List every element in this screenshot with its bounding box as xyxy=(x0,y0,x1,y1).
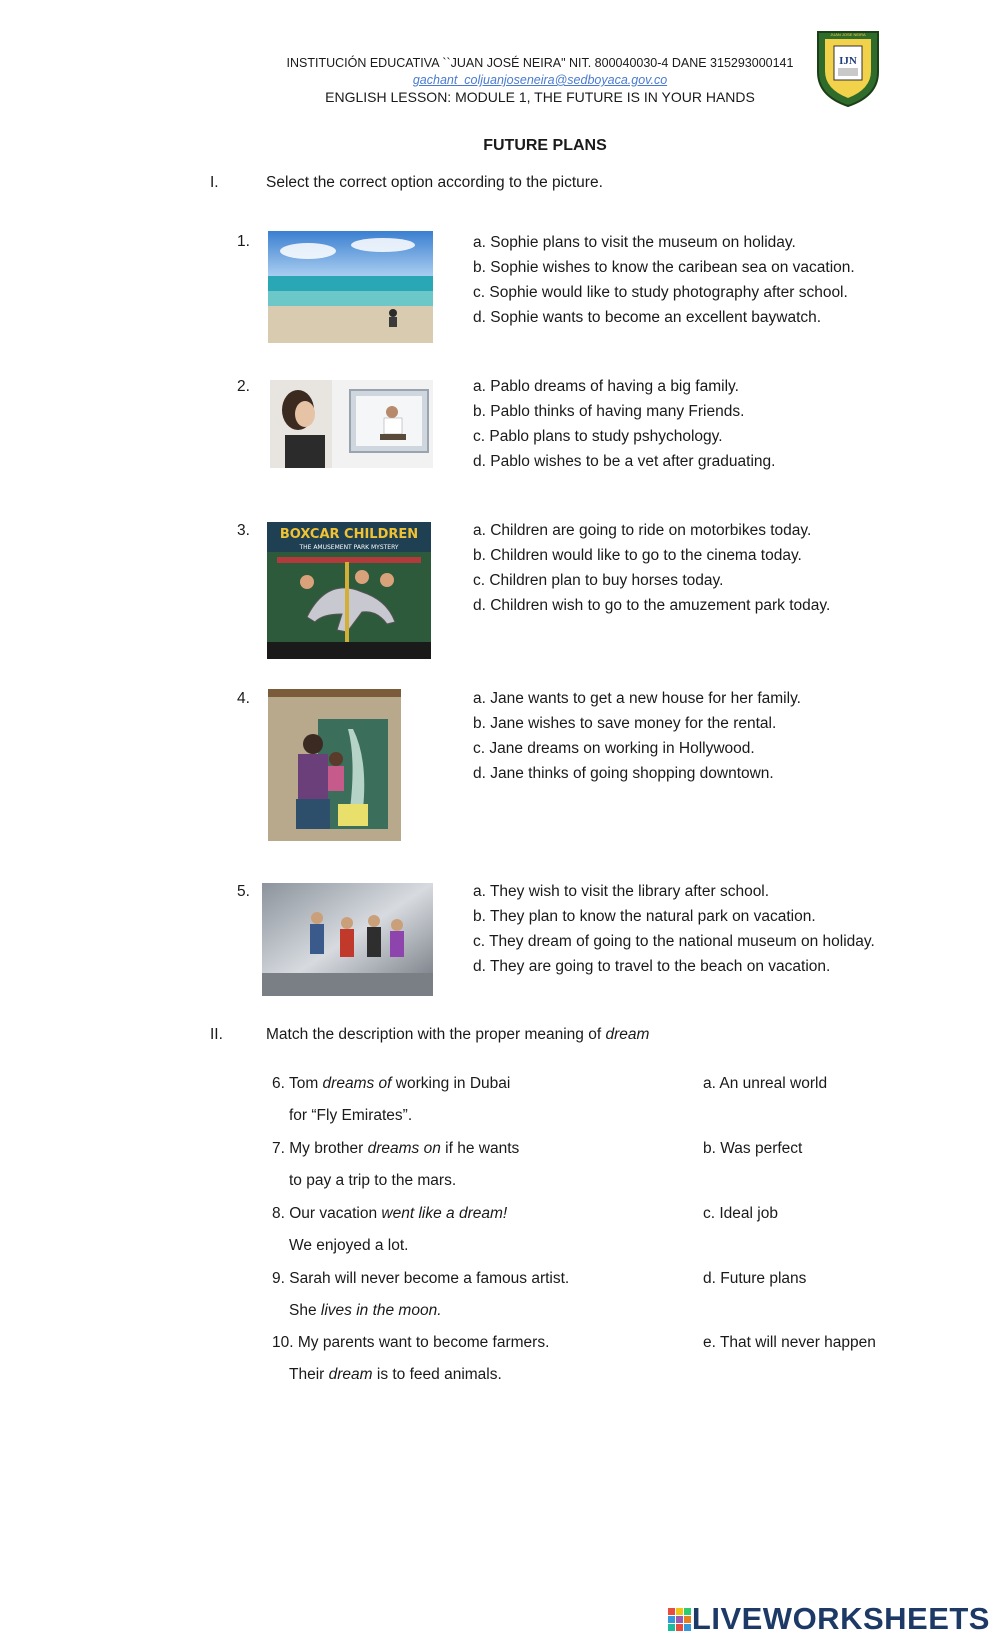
match-item-7-cont: to pay a trip to the mars. xyxy=(289,1172,457,1189)
school-seal-logo xyxy=(812,24,884,108)
question-number: 5. xyxy=(237,883,250,900)
group-sculpture-photo xyxy=(262,883,433,996)
cover-subtitle: THE AMUSEMENT PARK MYSTERY xyxy=(299,544,399,551)
option-text[interactable]: d. Jane thinks of going shopping downtown. xyxy=(473,765,774,782)
option-text[interactable]: a. Jane wants to get a new house for her family. xyxy=(473,690,801,707)
option-text[interactable]: d. Sophie wants to become an excellent baywatch. xyxy=(473,309,822,326)
institution-header: INSTITUCIÓN EDUCATIVA ``JUAN JOSÉ NEIRA" NIT. 800040030-4 DANE 315293000141 xyxy=(286,56,794,70)
option-text[interactable]: c. Sophie would like to study photography after school. xyxy=(473,284,848,301)
option-text[interactable]: a. They wish to visit the library after school. xyxy=(473,883,770,900)
seal-lettering: JUAN JOSE NEIRA xyxy=(830,32,866,37)
option-text[interactable]: c. Children plan to buy horses today. xyxy=(473,572,724,589)
match-item-9: 9. Sarah will never become a famous artist. xyxy=(272,1270,570,1287)
option-text[interactable]: a. Sophie plans to visit the museum on holiday. xyxy=(473,234,796,251)
match-item-6: 6. Tom dreams of working in Dubai xyxy=(272,1075,511,1092)
family-house-photo xyxy=(268,689,401,841)
question-number: 2. xyxy=(237,378,250,395)
option-text[interactable]: c. Pablo plans to study pshychology. xyxy=(473,428,723,445)
section-1-instruction: Select the correct option according to the picture. xyxy=(266,174,603,191)
lesson-heading: ENGLISH LESSON: MODULE 1, THE FUTURE IS IN YOUR HANDS xyxy=(325,89,755,105)
match-item-6-cont: for “Fly Emirates”. xyxy=(289,1107,413,1124)
svg-text:IJN: IJN xyxy=(839,55,857,67)
match-item-8-cont: We enjoyed a lot. xyxy=(289,1237,409,1254)
question-number: 4. xyxy=(237,690,250,707)
match-item-7: 7. My brother dreams on if he wants xyxy=(272,1140,520,1157)
option-text[interactable]: d. Pablo wishes to be a vet after graduating. xyxy=(473,453,776,470)
option-text[interactable]: d. Children wish to go to the amuzement park today. xyxy=(473,597,831,614)
option-text[interactable]: b. Children would like to go to the cinema today. xyxy=(473,547,802,564)
cover-title: BOXCAR CHILDREN xyxy=(279,527,419,542)
liveworksheets-grid-icon xyxy=(668,1606,692,1632)
meaning-option[interactable]: d. Future plans xyxy=(703,1270,807,1287)
meaning-option[interactable]: c. Ideal job xyxy=(703,1205,778,1222)
match-item-9-cont: She lives in the moon. xyxy=(289,1302,442,1319)
option-text[interactable]: b. They plan to know the natural park on vacation. xyxy=(473,908,816,925)
question-number: 3. xyxy=(237,522,250,539)
section-2-numeral: II. xyxy=(210,1026,223,1043)
option-text[interactable]: b. Pablo thinks of having many Friends. xyxy=(473,403,745,420)
video-call-photo xyxy=(270,380,433,468)
match-item-10-cont: Their dream is to feed animals. xyxy=(289,1366,502,1383)
option-text[interactable]: c. They dream of going to the national museum on holiday. xyxy=(473,933,875,950)
meaning-option[interactable]: b. Was perfect xyxy=(703,1140,803,1157)
liveworksheets-wordmark: LIVEWORKSHEETS xyxy=(691,1601,990,1636)
option-text[interactable]: a. Children are going to ride on motorbikes today. xyxy=(473,522,812,539)
match-item-8: 8. Our vacation went like a dream! xyxy=(272,1205,508,1222)
option-text[interactable]: a. Pablo dreams of having a big family. xyxy=(473,378,739,395)
page-title: FUTURE PLANS xyxy=(483,137,607,154)
liveworksheets-logo[interactable] xyxy=(668,1601,990,1637)
option-text[interactable]: c. Jane dreams on working in Hollywood. xyxy=(473,740,755,757)
meaning-option[interactable]: e. That will never happen xyxy=(703,1334,876,1351)
question-number: 1. xyxy=(237,233,250,250)
beach-photo xyxy=(268,231,433,343)
match-item-10: 10. My parents want to become farmers. xyxy=(272,1334,550,1351)
option-text[interactable]: b. Sophie wishes to know the caribean sea on vacation. xyxy=(473,259,855,276)
option-text[interactable]: d. They are going to travel to the beach on vacation. xyxy=(473,958,831,975)
section-1-numeral: I. xyxy=(210,174,219,191)
section-2-instruction: Match the description with the proper meaning of dream xyxy=(266,1026,650,1043)
option-text[interactable]: b. Jane wishes to save money for the rental. xyxy=(473,715,777,732)
boxcar-children-book-cover xyxy=(267,522,431,659)
institution-email-link[interactable]: gachant_coljuanjoseneira@sedboyaca.gov.co xyxy=(412,73,668,87)
meaning-option[interactable]: a. An unreal world xyxy=(703,1075,828,1092)
